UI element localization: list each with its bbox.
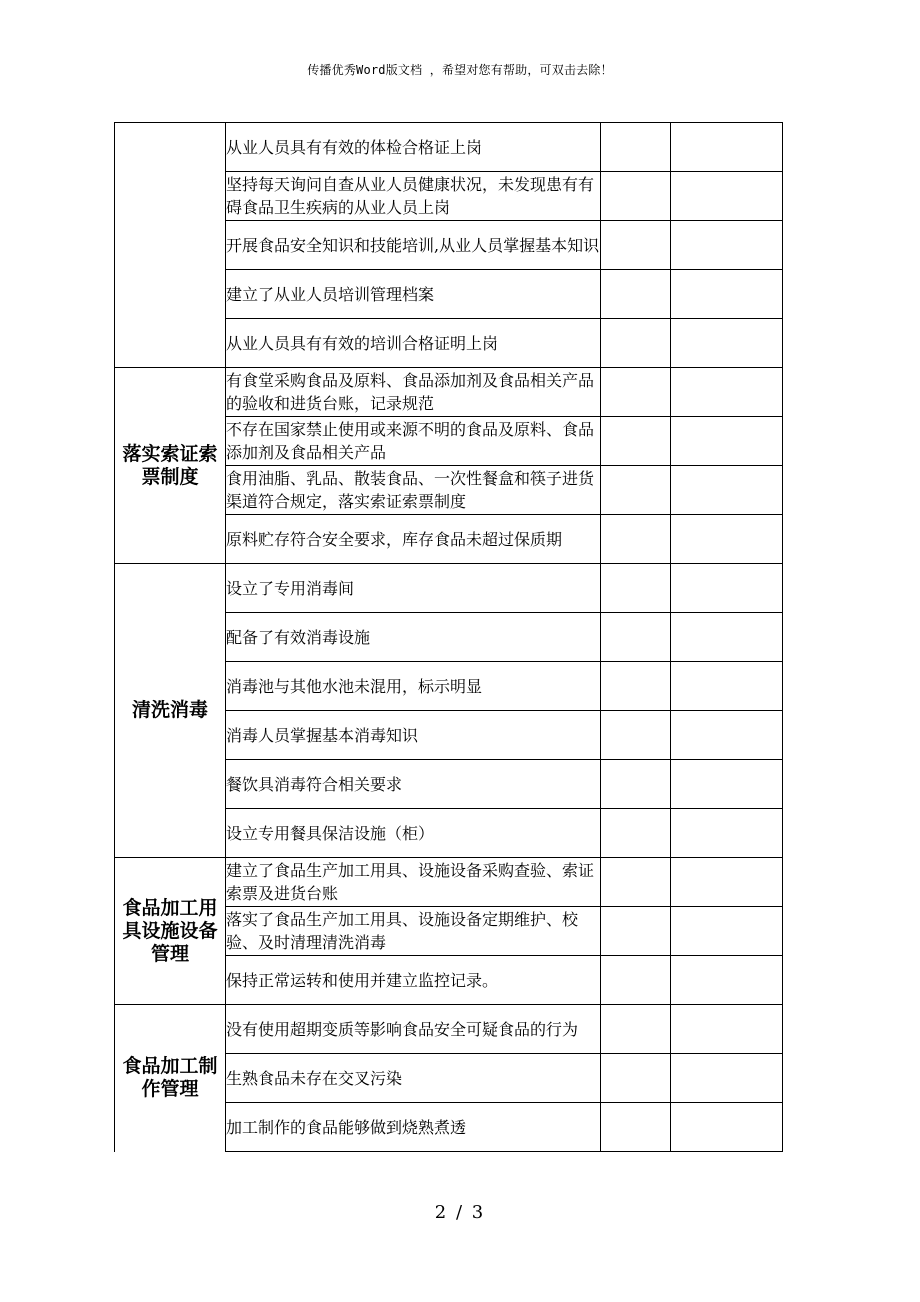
remark-column-cell[interactable]: [671, 319, 783, 368]
remark-column-cell[interactable]: [671, 907, 783, 956]
check-column-cell[interactable]: [601, 809, 671, 858]
check-column-cell[interactable]: [601, 858, 671, 907]
remark-column-cell[interactable]: [671, 613, 783, 662]
table-row: [115, 123, 783, 172]
page-header-note: 传播优秀Word版文档 ，希望对您有帮助，可双击去除！: [307, 63, 613, 77]
checklist-item: 消毒池与其他水池未混用，标示明显: [226, 662, 601, 711]
check-column-cell[interactable]: [601, 711, 671, 760]
page-number: 2 / 3: [434, 1202, 486, 1223]
check-column-cell[interactable]: [601, 1103, 671, 1152]
checklist-item: 保持正常运转和使用并建立监控记录。: [226, 956, 601, 1005]
checklist-item: 落实了食品生产加工用具、设施设备定期维护、校验、及时清理清洗消毒: [226, 907, 601, 956]
remark-column-cell[interactable]: [671, 711, 783, 760]
remark-column-cell[interactable]: [671, 1054, 783, 1103]
section-title-ticket-system: 落实索证索票制度: [115, 368, 226, 564]
remark-column-cell[interactable]: [671, 221, 783, 270]
check-column-cell[interactable]: [601, 1054, 671, 1103]
checklist-item: 设立专用餐具保洁设施（柜）: [226, 809, 601, 858]
remark-column-cell[interactable]: [671, 809, 783, 858]
checklist-item: 不存在国家禁止使用或来源不明的食品及原料、食品添加剂及食品相关产品: [226, 417, 601, 466]
remark-column-cell[interactable]: [671, 417, 783, 466]
section-title-cleaning-disinfection: 清洗消毒: [115, 564, 226, 858]
check-column-cell[interactable]: [601, 662, 671, 711]
checklist-item: 餐饮具消毒符合相关要求: [226, 760, 601, 809]
inspection-checklist-table: [114, 122, 783, 1152]
table-row: [115, 858, 783, 907]
checklist-item: 建立了食品生产加工用具、设施设备采购查验、索证索票及进货台账: [226, 858, 601, 907]
remark-column-cell[interactable]: [671, 466, 783, 515]
table-row: [115, 564, 783, 613]
check-column-cell[interactable]: [601, 270, 671, 319]
checklist-item: 加工制作的食品能够做到烧熟煮透: [226, 1103, 601, 1152]
checklist-item: 食用油脂、乳品、散装食品、一次性餐盒和筷子进货渠道符合规定，落实索证索票制度: [226, 466, 601, 515]
checklist-item: 设立了专用消毒间: [226, 564, 601, 613]
check-column-cell[interactable]: [601, 417, 671, 466]
remark-column-cell[interactable]: [671, 760, 783, 809]
checklist-item: 没有使用超期变质等影响食品安全可疑食品的行为: [226, 1005, 601, 1054]
checklist-item: 开展食品安全知识和技能培训,从业人员掌握基本知识: [226, 221, 601, 270]
remark-column-cell[interactable]: [671, 270, 783, 319]
remark-column-cell[interactable]: [671, 1005, 783, 1054]
section-title-equipment-management: 食品加工用具设施设备管理: [115, 858, 226, 1005]
remark-column-cell[interactable]: [671, 662, 783, 711]
check-column-cell[interactable]: [601, 172, 671, 221]
remark-column-cell[interactable]: [671, 172, 783, 221]
checklist-item: 坚持每天询问自查从业人员健康状况，未发现患有有碍食品卫生疾病的从业人员上岗: [226, 172, 601, 221]
checklist-item: 建立了从业人员培训管理档案: [226, 270, 601, 319]
check-column-cell[interactable]: [601, 515, 671, 564]
checklist-item: 生熟食品未存在交叉污染: [226, 1054, 601, 1103]
checklist-item: 从业人员具有有效的培训合格证明上岗: [226, 319, 601, 368]
checklist-item: 配备了有效消毒设施: [226, 613, 601, 662]
remark-column-cell[interactable]: [671, 564, 783, 613]
check-column-cell[interactable]: [601, 1005, 671, 1054]
section-title-staff: [115, 123, 226, 368]
check-column-cell[interactable]: [601, 319, 671, 368]
remark-column-cell[interactable]: [671, 858, 783, 907]
check-column-cell[interactable]: [601, 907, 671, 956]
section-title-processing-management: 食品加工制作管理: [115, 1005, 226, 1152]
remark-column-cell[interactable]: [671, 1103, 783, 1152]
table-row: [115, 1005, 783, 1054]
remark-column-cell[interactable]: [671, 956, 783, 1005]
check-column-cell[interactable]: [601, 564, 671, 613]
check-column-cell[interactable]: [601, 368, 671, 417]
check-column-cell[interactable]: [601, 956, 671, 1005]
table-row: [115, 368, 783, 417]
checklist-item: 有食堂采购食品及原料、食品添加剂及食品相关产品的验收和进货台账，记录规范: [226, 368, 601, 417]
check-column-cell[interactable]: [601, 760, 671, 809]
check-column-cell[interactable]: [601, 613, 671, 662]
checklist-item: 消毒人员掌握基本消毒知识: [226, 711, 601, 760]
remark-column-cell[interactable]: [671, 368, 783, 417]
remark-column-cell[interactable]: [671, 123, 783, 172]
check-column-cell[interactable]: [601, 221, 671, 270]
check-column-cell[interactable]: [601, 466, 671, 515]
remark-column-cell[interactable]: [671, 515, 783, 564]
checklist-item: 从业人员具有有效的体检合格证上岗: [226, 123, 601, 172]
checklist-item: 原料贮存符合安全要求，库存食品未超过保质期: [226, 515, 601, 564]
check-column-cell[interactable]: [601, 123, 671, 172]
